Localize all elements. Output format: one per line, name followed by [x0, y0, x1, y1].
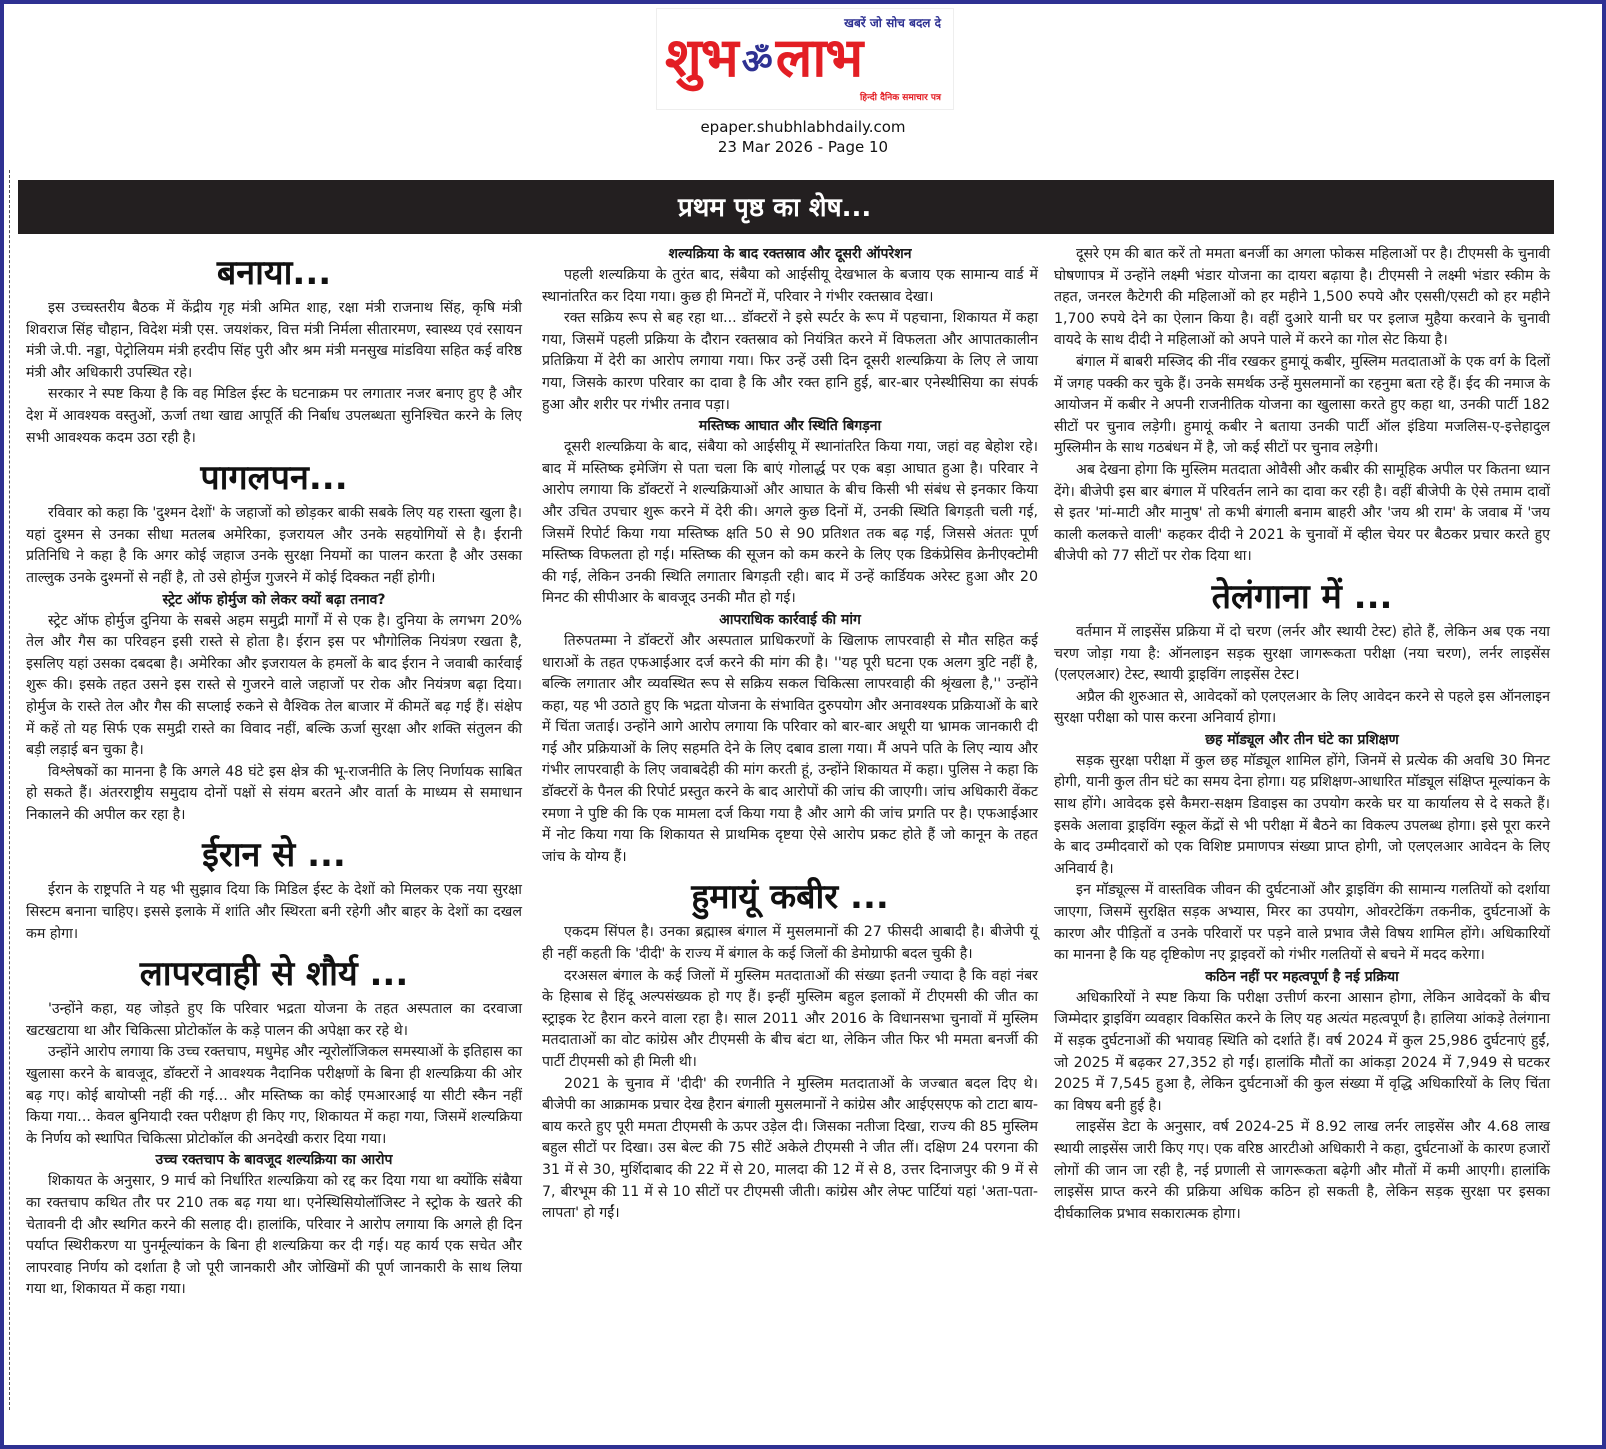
article-paragraph: सड़क सुरक्षा परीक्षा में कुल छह मॉड्यूल शामिल होंगे, जिनमें से प्रत्येक की अवधि 30 मिनट होगी, यानी कुल तीन घंटे का समय देना होगा। यह प्रशिक्षण-आधारित मॉड्यूल संक्षिप्त मूल्यांकन के साथ होंगे। आवेदक इसे कैमरा-सक्षम डिवाइस का उपयोग करके घर या कार्यालय से दे सकते हैं। इसके अलावा ड्राइविंग स्कूल केंद्रों से भी परीक्षा में बैठने का विकल्प उपलब्ध होगा। इसे पूरा करने के बाद उम्मीदवारों को एक विशिष्ट प्रमाणपत्र संख्या प्राप्त होगी, जो एलएलआर आवेदन के लिए अनिवार्य है। [1054, 752, 1550, 877]
article-heading: बनाया... [216, 253, 332, 293]
article-heading: तेलंगाना में ... [1211, 576, 1393, 617]
article-heading: लापरवाही से शौर्य ... [139, 954, 409, 995]
article-paragraph: तिरुपतम्मा ने डॉक्टरों और अस्पताल प्राधिकरणों के खिलाफ लापरवाही से मौत सहित कई धाराओं के तहत एफआईआर दर्ज करने की मांग की है। ''यह पूरी घटना एक अलग त्रुटि नहीं है, बल्कि लगातार और व्यवस्थित रूप से सक्रिय सकल चिकित्सा लापरवाही की श्रृंखला है,'' उन्होंने कहा, यह भी उठाते हुए कि भद्रता योजना के संभावित दुरुपयोग और अनावश्यक प्रक्रियाओं के बारे में चिंता जताई। उन्होंने आगे आरोप लगाया कि परिवार को बार-बार अधूरी या भ्रामक जानकारी दी गई और प्रक्रियाओं के लिए सहमति देने के लिए दबाव डाला गया। मैं अपने पति के लिए न्याय और गंभीर लापरवाही के लिए जवाबदेही की मांग करती हूं, उन्होंने शिकायत में कहा। पुलिस ने कहा कि डॉक्टरों के पैनल की रिपोर्ट प्रस्तुत करने के बाद आरोपों की जांच की जाएगी। जांच अधिकारी वेंकट रमणा ने पुष्टि की कि एक मामला दर्ज किया गया है और आगे की जांच प्रगति पर है। एफआईआर में नोट किया गया कि शिकायत से प्राथमिक दृष्टया ऐसे आरोप प्रकट होते हैं जो कानून के तहत जांच के योग्य हैं। [542, 632, 1038, 865]
article-paragraph: वर्तमान में लाइसेंस प्रक्रिया में दो चरण (लर्नर और स्थायी टेस्ट) होते हैं, लेकिन अब एक नया चरण जोड़ा गया है: ऑनलाइन सड़क सुरक्षा जागरूकता परीक्षा (नया चरण), लर्नर लाइसेंस (एलएलआर) टेस्ट, स्थायी ड्राइविंग लाइसेंस टेस्ट। [1054, 623, 1550, 684]
article-paragraph: लाइसेंस डेटा के अनुसार, वर्ष 2024-25 में 8.92 लाख लर्नर लाइसेंस और 4.68 लाख स्थायी लाइसेंस जारी किए गए। एक वरिष्ठ आरटीओ अधिकारी ने कहा, दुर्घटनाओं के कारण हजारों लोगों की जान जा रही है, नई प्रणाली से जागरूकता बढ़ेगी और मौतों में कमी आएगी। हालांकि लाइसेंस प्राप्त करने की प्रक्रिया अधिक कठिन हो सकती है, लेकिन सड़क सुरक्षा पर इसका दीर्घकालिक प्रभाव सकारात्मक होगा। [1054, 1119, 1550, 1222]
article-subheading: कठिन नहीं पर महत्वपूर्ण है नई प्रक्रिया [1205, 968, 1399, 985]
article-paragraph: इन मॉड्यूल्स में वास्तविक जीवन की दुर्घटनाओं और ड्राइविंग की सामान्य गलतियों को दर्शाया जाएगा, जिसमें सुरक्षित सड़क अभ्यास, मिरर का उपयोग, ओवरटेकिंग तकनीक, दुर्घटनाओं के कारण और पीड़ितों व उनके परिवारों पर पड़ने वाले प्रभाव जैसे विषय शामिल होंगे। अधिकारियों का मानना है कि यह दृष्टिकोण नए ड्राइवरों को गंभीर गलतियों से बचने में मदद करेगा। [1054, 882, 1550, 964]
edition-date-page: 23 Mar 2026 - Page 10 [717, 138, 889, 156]
article-paragraph: दूसरी शल्यक्रिया के बाद, संबैया को आईसीयू में स्थानांतरित किया गया, जहां वह बेहोश रहे। बाद में मस्तिष्क इमेजिंग से पता चला कि बाएं गोलार्द्ध पर एक बड़ा आघात हुआ है। परिवार ने आरोप लगाया कि डॉक्टरों ने शल्यक्रियाओं और आघात के बीच किसी भी संबंध से इनकार किया और उचित उपचार शुरू करने में देरी की। अगले कुछ दिनों में, उनकी स्थिति बिगड़ती चली गई, जिसमें रिपोर्ट किया गया मस्तिष्क क्षति 50 से 90 प्रतिशत तक बढ़ गई, जिससे अंततः पूर्ण मस्तिष्क विफलता हो गई। मस्तिष्क की सूजन को कम करने के लिए एक डिकंप्रेसिव क्रेनीएक्टोमी की गई, लेकिन उनकी स्थिति लगातार बिगड़ती रही। बाद में उन्हें कार्डियक अरेस्ट हुआ और 20 मिनट की सीपीआर के बावजूद उनकी मौत हो गई। [542, 439, 1038, 607]
article-paragraph: अधिकारियों ने स्पष्ट किया कि परीक्षा उत्तीर्ण करना आसान होगा, लेकिन आवेदकों के बीच जिम्मेदार ड्राइविंग व्यवहार विकसित करने के लिए यह अत्यंत महत्वपूर्ण है। हालिया आंकड़े तेलंगाना में सड़क दुर्घटनाओं की भयावह स्थिति को दर्शाते हैं। वर्ष 2024 में कुल 25,986 दुर्घटनाएं हुईं, जो 2025 में बढ़कर 27,352 हो गईं। हालांकि मौतों का आंकड़ा 2024 में 7,949 से घटकर 2025 में 7,545 हुआ है, लेकिन दुर्घटनाओं की कुल संख्या में वृद्धि अधिकारियों के लिए चिंता का विषय बनी हुई है। [1054, 989, 1550, 1114]
article-paragraph: 2021 के चुनाव में 'दीदी' की रणनीति ने मुस्लिम मतदाताओं के जज्बात बदल दिए थे। बीजेपी का आक्रामक प्रचार देख हैरान बंगाली मुसलमानों ने कांग्रेस और आईएसएफ को टाटा बाय-बाय करते हुए पूरी ममता टीएमसी के ऊपर उड़ेल दी। जिसका नतीजा दिखा, राज्य की 85 मुस्लिम बहुल सीटों पर दिखा। उस बेल्ट की 75 सीटें अकेले टीएमसी ने जीत लीं। दक्षिण 24 परगना की 31 में से 30, मुर्शिदाबाद की 22 में से 20, मालदा की 12 में से 8, उत्तर दिनाजपुर की 9 में से 7, बीरभूम की 11 में से 10 सीटों पर टीएमसी जीती। कांग्रेस और लेफ्ट पार्टियां यहां 'अता-पता-लापता' हो गईं। [542, 1075, 1038, 1222]
newspaper-logo[interactable] [656, 8, 954, 110]
logo-subtag: हिन्दी दैनिक समाचार पत्र [859, 93, 941, 103]
article-paragraph: दरअसल बंगाल के कई जिलों में मुस्लिम मतदाताओं की संख्या इतनी ज्यादा है कि वहां नंबर के हिसाब से हिंदू अल्पसंख्यक हो गए हैं। इन्हीं मुस्लिम बहुल इलाकों में टीएमसी की जीत का स्ट्राइक रेट हैरान करने वाला रहा है। साल 2011 और 2016 के विधानसभा चुनावों में मुस्लिम मतदाताओं का वोट कांग्रेस और टीएमसी के बीच बंटा था, लेकिन जीत फिर भी ममता बनर्जी की पार्टी टीएमसी को ही मिली थी। [542, 967, 1038, 1070]
column-right [1054, 244, 1550, 1225]
article-subheading: छह मॉड्यूल और तीन घंटे का प्रशिक्षण [1205, 731, 1399, 748]
article-subheading: स्ट्रेट ऑफ होर्मुज को लेकर क्यों बढ़ा तनाव? [162, 591, 386, 608]
article-paragraph: 'उन्होंने कहा, यह जोड़ते हुए कि परिवार भद्रता योजना के तहत अस्पताल का दरवाजा खटखटाया था और चिकित्सा प्रोटोकॉल के कड़े पालन की अपेक्षा कर रहे थे। [26, 1001, 522, 1039]
article-paragraph: इस उच्चस्तरीय बैठक में केंद्रीय गृह मंत्री अमित शाह, रक्षा मंत्री राजनाथ सिंह, कृषि मंत्री शिवराज सिंह चौहान, विदेश मंत्री एस. जयशंकर, वित्त मंत्री निर्मला सीतारमण, स्वास्थ्य एवं रसायन मंत्री जे.पी. नड्डा, पेट्रोलियम मंत्री हरदीप सिंह पुरी और श्रम मंत्री मनसुख मांडविया सहित कई वरिष्ठ मंत्री और अधिकारी उपस्थित रहे। [26, 300, 522, 381]
logo-tagline: खबरें जो सोच बदल दे [844, 16, 941, 30]
article-paragraph: एकदम सिंपल है। उनका ब्रह्मास्त्र बंगाल में मुसलमानों की 27 फीसदी आबादी है। बीजेपी यूं ही नहीं कहती कि 'दीदी' के राज्य में बंगाल के कई जिलों की डेमोग्राफी बदल चुकी है। [542, 924, 1038, 963]
article-paragraph: शिकायत के अनुसार, 9 मार्च को निर्धारित शल्यक्रिया को रद्द कर दिया गया था क्योंकि संबैया का रक्तचाप कथित तौर पर 210 तक बढ़ गया था। एनेस्थिसियोलॉजिस्ट ने स्ट्रोक के खतरे की चेतावनी दी और स्थगित करने की सलाह दी। हालांकि, परिवार ने आरोप लगाया कि अगले ही दिन पर्याप्त स्थिरीकरण या पुनर्मूल्यांकन के बिना ही शल्यक्रिया कर दी गई। यह कार्य एक सचेत और लापरवाह निर्णय को दर्शाता है जो पूरी जानकारी और जोखिमों की पूर्ण जानकारी के साथ लिया गया था, शिकायत में कहा गया। [26, 1173, 522, 1298]
column-middle [542, 244, 1038, 1225]
article-paragraph: रक्त सक्रिय रूप से बह रहा था... डॉक्टरों ने इसे स्पर्टर के रूप में पहचाना, शिकायत में कहा गया, जिसमें पहली प्रक्रिया के दौरान रक्तस्राव को नियंत्रित करने में विफलता और आपातकालीन प्रतिक्रिया में देरी का आरोप लगाया गया। फिर उन्हें उसी दिन दूसरी शल्यक्रिया के लिए ले जाया गया, जिसके कारण परिवार का दावा है कि और रक्त हानि हुई, बार-बार एनेस्थीसिया का संपर्क हुआ और शरीर पर गंभीर तनाव पड़ा। [542, 310, 1038, 413]
article-paragraph: सरकार ने स्पष्ट किया है कि वह मिडिल ईस्ट के घटनाक्रम पर लगातार नजर बनाए हुए है और देश में आवश्यक वस्तुओं, ऊर्जा तथा खाद्य आपूर्ति की निर्बाध उपलब्धता सुनिश्चित करने के लिए सभी आवश्यक कदम उठा रही है। [26, 386, 522, 446]
article-heading: ईरान से ... [202, 835, 346, 876]
article-paragraph: ईरान के राष्ट्रपति ने यह भी सुझाव दिया कि मिडिल ईस्ट के देशों को मिलकर एक नया सुरक्षा सिस्टम बनाना चाहिए। इससे इलाके में शांति और स्थिरता बनी रहेगी और बाहर के देशों का दखल कम होगा। [26, 882, 522, 942]
column-left [26, 244, 522, 1301]
article-subheading: मस्तिष्क आघात और स्थिति बिगड़ना [698, 418, 882, 435]
article-paragraph: रविवार को कहा कि 'दुश्मन देशों' के जहाजों को छोड़कर बाकी सबके लिए यह रास्ता खुला है। यहां दुश्मन से उनका सीधा मतलब अमेरिका, इजरायल और उनके सहयोगियों से है। ईरानी प्रतिनिधि ने कहा है कि अगर कोई जहाज उनके सुरक्षा नियमों का पालन करता है और उसका ताल्लुक उनके दुश्मनों से नहीं है, तो उसे होर्मुज गुजरने में कोई दिक्कत नहीं होगी। [26, 505, 522, 586]
logo-right-word: लाभ [775, 25, 863, 89]
article-paragraph: दूसरे एम की बात करें तो ममता बनर्जी का अगला फोकस महिलाओं पर है। टीएमसी के चुनावी घोषणापत्र में उन्होंने लक्ष्मी भंडार योजना का दायरा बढ़ाया है। टीएमसी ने लक्ष्मी भंडार स्कीम के तहत, जनरल कैटेगरी की महिलाओं को हर महीने 1,500 रुपये और एससी/एसटी को हर महीने 1,700 रुपये देने का ऐलान किया है। वहीं दुआरे यानी घर पर इलाज मुहैया करवाने के चुनावी वायदे के साथ दीदी ने महिलाओं को अपने पाले में करने का गोल सेट किया है। [1054, 246, 1550, 349]
article-paragraph: विश्लेषकों का मानना है कि अगले 48 घंटे इस क्षेत्र की भू-राजनीति के लिए निर्णायक साबित हो सकते हैं। अंतरराष्ट्रीय समुदाय दोनों पक्षों से संयम बरतने और वार्ता के माध्यम से समाधान निकालने की अपील कर रहा है। [26, 763, 522, 823]
ganesh-icon: ॐ [741, 41, 772, 82]
article-subheading: शल्यक्रिया के बाद रक्तस्राव और दूसरी ऑपरेशन [668, 246, 912, 262]
article-paragraph: उन्होंने आरोप लगाया कि उच्च रक्तचाप, मधुमेह और न्यूरोलॉजिकल समस्याओं के इतिहास का खुलासा करने के बावजूद, डॉक्टरों ने आवश्यक नैदानिक परीक्षणों के बिना ही शल्यक्रिया की ओर बढ़ गए। कोई बायोप्सी नहीं की गई... और मस्तिष्क का कोई एमआरआई या सीटी स्कैन नहीं किया गया... केवल बुनियादी रक्त परीक्षण ही किए गए, शिकायत में कहा गया, जिसमें शल्यक्रिया के निर्णय को स्थापित चिकित्सा प्रोटोकॉल की अनदेखी करार दिया गया। [26, 1044, 522, 1147]
article-paragraph: स्ट्रेट ऑफ होर्मुज दुनिया के सबसे अहम समुद्री मार्गों में से एक है। दुनिया के लगभग 20% तेल और गैस का परिवहन इसी रास्ते से होता है। ईरान इस पर भौगोलिक नियंत्रण रखता है, इसलिए यहां उसका दबदबा है। अमेरिका और इजरायल के हमलों के बाद ईरान ने जवाबी कार्रवाई शुरू की। इसके तहत उसने इस रास्ते से गुजरने वाले जहाजों पर रोक और नियंत्रण बढ़ा दिया। होर्मुज के रास्ते तेल और गैस की सप्लाई रुकने से वैश्विक तेल बाजार में कीमतें बढ़ गई हैं। संक्षेप में कहें तो यह सिर्फ एक समुद्री रास्ते का विवाद नहीं, बल्कि ऊर्जा सुरक्षा और शक्ति संतुलन की बड़ी लड़ाई बन चुका है। [26, 612, 522, 759]
logo-wordmark [665, 27, 862, 92]
article-subheading: उच्च रक्तचाप के बावजूद शल्यक्रिया का आरोप [155, 1152, 393, 1169]
logo-left-word: शुभ [665, 25, 738, 89]
article-paragraph: अप्रैल की शुरुआत से, आवेदकों को एलएलआर के लिए आवेदन करने से पहले इस ऑनलाइन सुरक्षा परीक्षा को पास करना अनिवार्य होगा। [1054, 688, 1550, 727]
article-heading: पागलपन... [200, 458, 348, 499]
margin-divider [9, 170, 10, 1410]
section-banner [18, 180, 1554, 234]
site-url[interactable]: epaper.shubhlabhdaily.com [700, 118, 906, 136]
article-paragraph: बंगाल में बाबरी मस्जिद की नींव रखकर हुमायूं कबीर, मुस्लिम मतदाताओं के एक वर्ग के दिलों में जगह पक्की कर चुके हैं। उनके समर्थक उन्हें मुसलमानों का रहनुमा बता रहे हैं। ईद की नमाज के आयोजन में कबीर ने अपनी राजनीतिक योजना का खुलासा करते हुए कहा था, उनकी पार्टी 182 सीटों पर चुनाव लड़ेगी। हुमायूं कबीर ने बताया उनकी पार्टी ऑल इंडिया मजलिस-ए-इत्तेहादुल मुस्लिमीन के साथ गठबंधन में है, जो कई सीटों पर चुनाव लड़ेगी। [1054, 353, 1550, 457]
article-subheading: आपराधिक कार्रवाई की मांग [719, 611, 861, 628]
article-heading: हुमायूं कबीर ... [691, 877, 889, 918]
section-title: प्रथम पृष्ठ का शेष... [678, 193, 872, 223]
article-paragraph: पहली शल्यक्रिया के तुरंत बाद, संबैया को आईसीयू देखभाल के बजाय एक सामान्य वार्ड में स्थानांतरित कर दिया गया। कुछ ही मिनटों में, परिवार ने गंभीर रक्तस्राव देखा। [542, 267, 1038, 305]
article-paragraph: अब देखना होगा कि मुस्लिम मतदाता ओवैसी और कबीर की सामूहिक अपील पर कितना ध्यान देंगे। बीजेपी इस बार बंगाल में परिवर्तन लाने का दावा कर रही है। वहीं बीजेपी के ऐसे तमाम दावों से इतर 'मां-माटी और मानुष' तो कभी बंगाली बनाम बाहरी और 'जय श्री राम' के जवाब में 'जय काली कलकत्ते वाली' कहकर दीदी ने 2021 के चुनावों में व्हील चेयर पर बैठकर प्रचार करते हुए बीजेपी को 77 सीटों पर रोक दिया था। [1054, 461, 1550, 565]
